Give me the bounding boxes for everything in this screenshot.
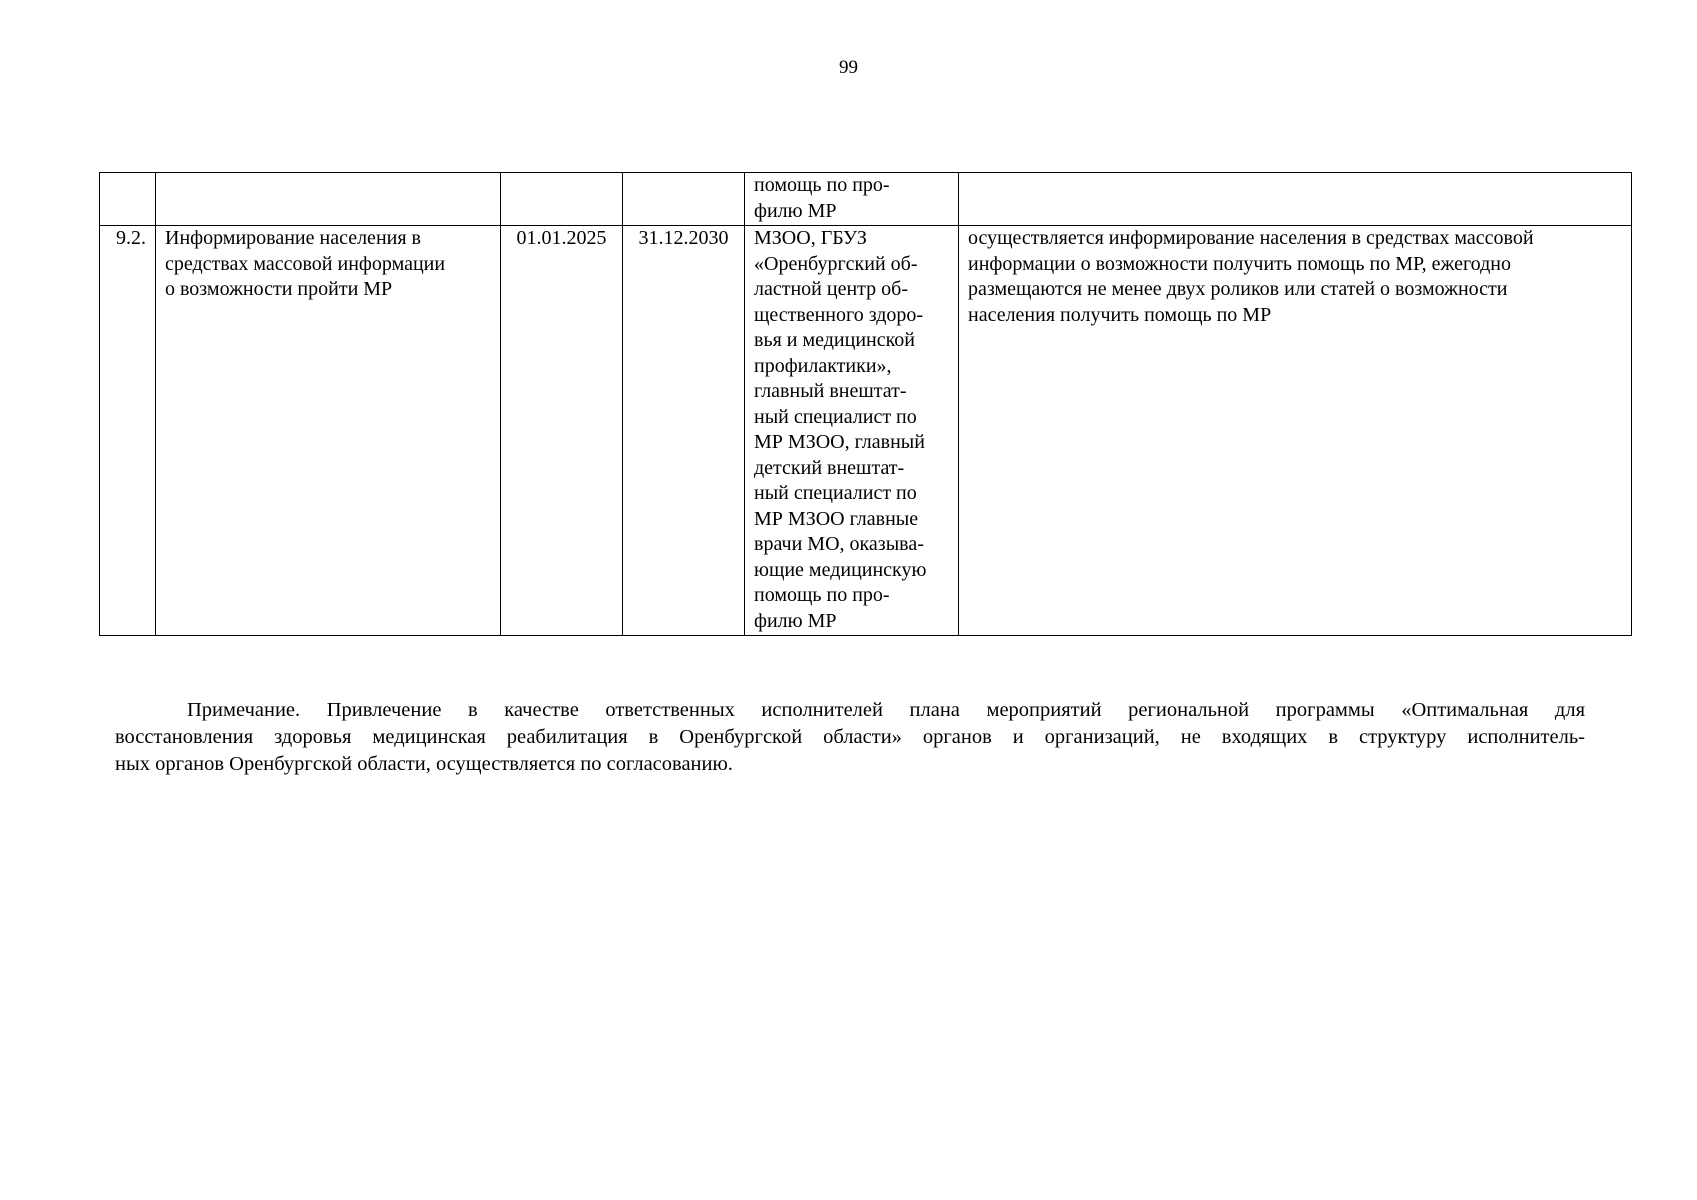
note-line: Примечание. Привлечение в качестве ответственных исполнителей плана мероприятий региональной программы «Оптимальная для [187,699,1585,721]
start-date-cell: 01.01.2025 [501,226,623,636]
note-line: восстановления здоровья медицинская реабилитация в Оренбургской области» органов и организаций, не входящих в структуру исполнитель- [115,726,1585,748]
executors-cell: помощь по про- филю МР [745,173,959,226]
result-cell: осуществляется информирование населения в средствах массовой информации о возможности получить помощь по МР, ежегодно размещаются не менее двух роликов или статей о возможности населения получить помощь по МР [959,226,1632,636]
end-date-cell [623,173,745,226]
result-cell [959,173,1632,226]
start-date-cell [501,173,623,226]
activities-table [99,172,1632,636]
note-paragraph [115,697,1585,778]
executors-cell: МЗОО, ГБУЗ «Оренбургский об- ластной центр об- щественного здоро- вья и медицинской профилактики», главный внештат- ный специалист по МР МЗОО, главный детский внештат- ный специалист по МР МЗОО главные врачи МО, оказыва- ющие медицинскую помощь по про- филю МР [745,226,959,636]
row-number-cell: 9.2. [100,226,156,636]
note-line: ных органов Оренбургской области, осуществляется по согласованию. [115,753,733,775]
row-number-cell [100,173,156,226]
page-number: 99 [839,57,858,78]
activity-title-cell: Информирование населения в средствах массовой информации о возможности пройти МР [156,226,501,636]
activity-title-cell [156,173,501,226]
end-date-cell: 31.12.2030 [623,226,745,636]
table-row [100,226,1632,636]
table-row [100,173,1632,226]
